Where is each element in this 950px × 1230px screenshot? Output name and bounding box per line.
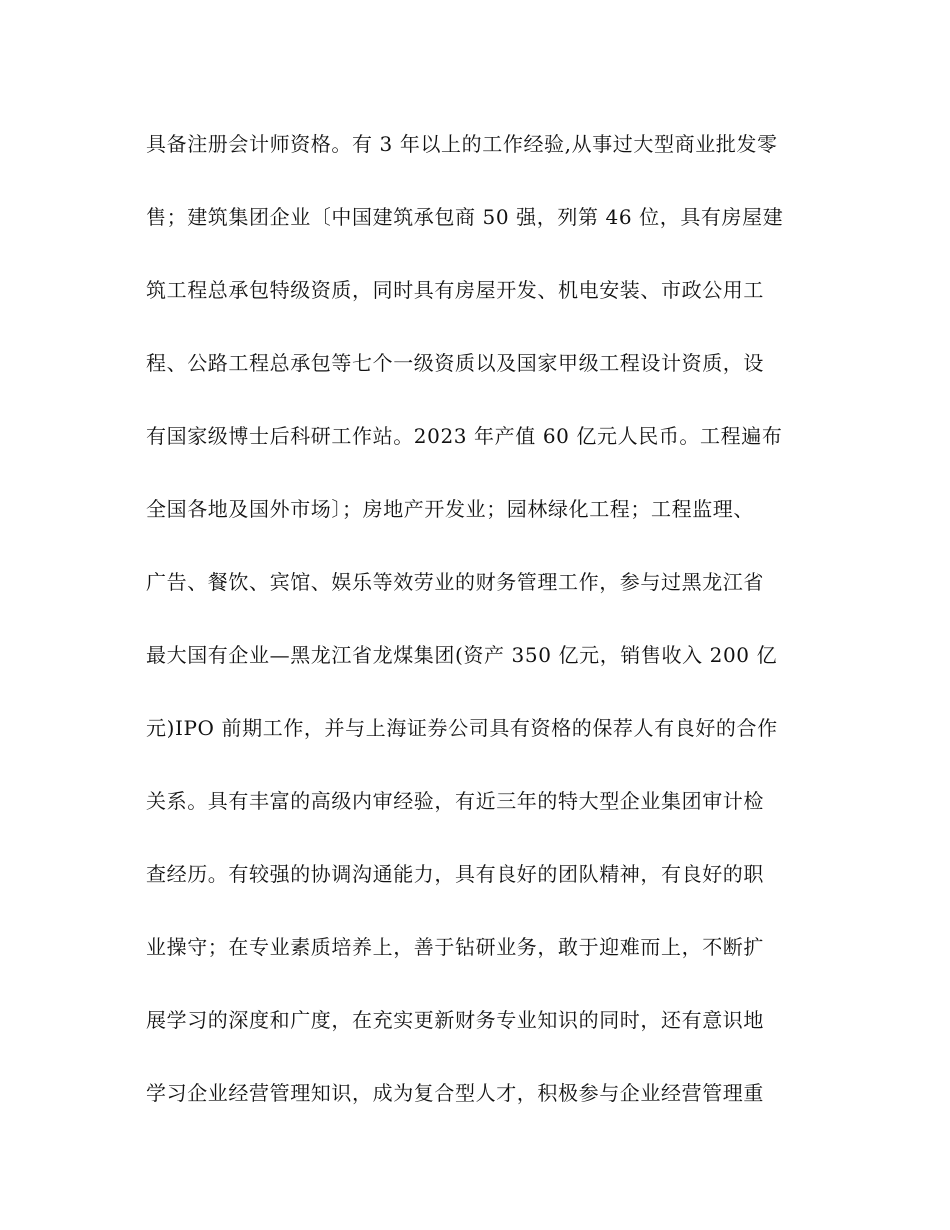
text-line: 具备注册会计师资格。有 3 年以上的工作经验,从事过大型商业批发零: [146, 132, 778, 156]
text-line: 筑工程总承包特级资质，同时具有房屋开发、机电安装、市政公用工: [146, 278, 764, 302]
text-line: 最大国有企业—黑龙江省龙煤集团(资产 350 亿元，销售收入 200 亿: [146, 643, 778, 667]
text-line: 程、公路工程总承包等七个一级资质以及国家甲级工程设计资质，设: [146, 351, 764, 375]
text-line: 查经历。有较强的协调沟通能力，具有良好的团队精神，有良好的职: [146, 862, 764, 886]
text-line: 广告、餐饮、宾馆、娱乐等效劳业的财务管理工作，参与过黑龙江省: [146, 570, 764, 594]
body-text: [146, 124, 826, 1146]
text-line: 展学习的深度和广度，在充实更新财务专业知识的同时，还有意识地: [146, 1008, 764, 1032]
text-line: 有国家级博士后科研工作站。2023 年产值 60 亿元人民币。工程遍布: [146, 424, 783, 448]
text-line: 元)IPO 前期工作，并与上海证券公司具有资格的保荐人有良好的合作: [146, 716, 778, 740]
text-line: 学习企业经营管理知识，成为复合型人才，积极参与企业经营管理重: [146, 1081, 764, 1105]
text-line: 业操守；在专业素质培养上，善于钻研业务，敢于迎难而上，不断扩: [146, 935, 764, 959]
text-line: 关系。具有丰富的高级内审经验，有近三年的特大型企业集团审计检: [146, 789, 764, 813]
text-line: 全国各地及国外市场〕；房地产开发业；园林绿化工程；工程监理、: [146, 497, 754, 521]
text-line: 售；建筑集团企业〔中国建筑承包商 50 强，列第 46 位，具有房屋建: [146, 205, 784, 229]
